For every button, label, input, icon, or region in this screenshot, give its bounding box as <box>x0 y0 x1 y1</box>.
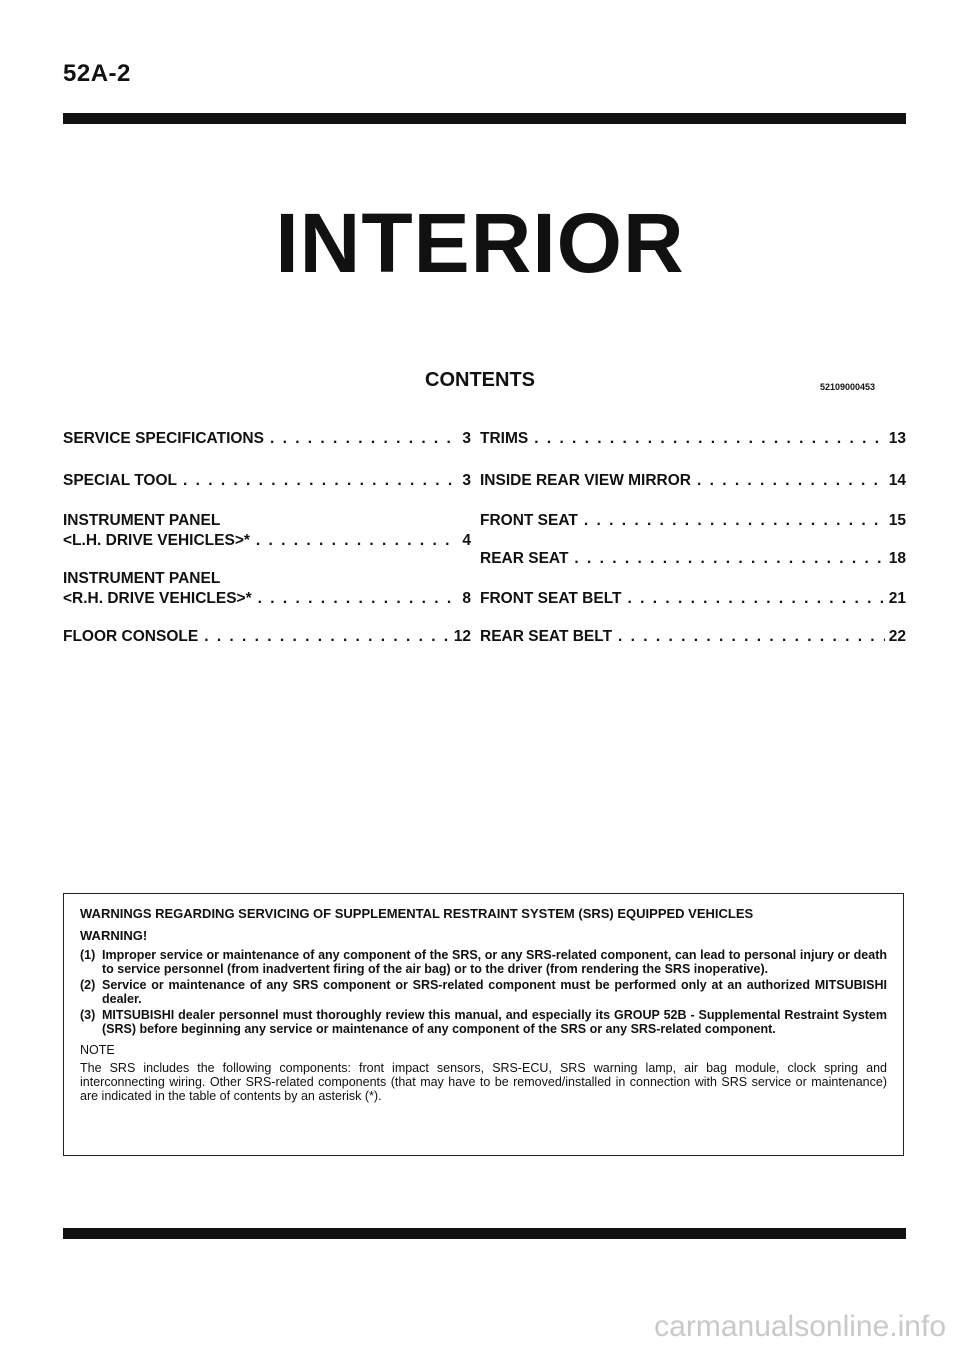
toc-page-number: 12 <box>453 628 471 645</box>
bottom-divider <box>63 1228 906 1239</box>
toc-leader-dots <box>584 511 885 531</box>
toc-label: TRIMS <box>480 430 529 447</box>
toc-item-front-seat[interactable] <box>480 511 906 531</box>
toc-item-special-tool[interactable] <box>63 471 471 491</box>
toc-leader-dots <box>258 589 459 609</box>
contents-heading: CONTENTS <box>425 369 535 391</box>
toc-label: FRONT SEAT <box>480 512 578 529</box>
toc-leader-dots <box>270 429 458 449</box>
toc-page-number: 3 <box>462 472 471 489</box>
warning-item <box>80 978 887 1006</box>
toc-page-number: 3 <box>462 430 471 447</box>
warning-item <box>80 948 887 976</box>
toc-item-instrument-panel-rhd[interactable] <box>63 569 471 609</box>
toc-page-number: 15 <box>888 512 906 529</box>
toc-item-instrument-panel-lhd[interactable] <box>63 511 471 551</box>
toc-label: INSTRUMENT PANEL <box>63 512 221 529</box>
top-divider <box>63 113 906 124</box>
toc-label-sub: <L.H. DRIVE VEHICLES>* <box>63 532 250 549</box>
toc-label: INSTRUMENT PANEL <box>63 570 221 587</box>
toc-item-front-seat-belt[interactable] <box>480 589 906 609</box>
toc-leader-dots <box>534 429 885 449</box>
toc-page-number: 21 <box>888 590 906 607</box>
toc-leader-dots <box>574 549 884 569</box>
warning-item <box>80 1008 887 1036</box>
toc-leader-dots <box>204 627 450 647</box>
toc-label: REAR SEAT <box>480 550 569 567</box>
toc-item-floor-console[interactable] <box>63 627 471 647</box>
document-code: 52109000453 <box>820 382 876 392</box>
toc-label: INSIDE REAR VIEW MIRROR <box>480 472 691 489</box>
toc-label: FRONT SEAT BELT <box>480 590 622 607</box>
toc-item-inside-rear-view-mirror[interactable] <box>480 471 906 491</box>
toc-label: SERVICE SPECIFICATIONS <box>63 430 264 447</box>
toc-item-rear-seat-belt[interactable] <box>480 627 906 647</box>
toc-page-number: 13 <box>888 430 906 447</box>
toc-item-trims[interactable] <box>480 429 906 449</box>
toc-leader-dots <box>183 471 458 491</box>
toc-item-rear-seat[interactable] <box>480 549 906 569</box>
toc-label: REAR SEAT BELT <box>480 628 613 645</box>
warning-item-text: MITSUBISHI dealer personnel must thoroughly review this manual, and especially its GROUP 52B - Supplemental Restraint System (SRS) before beginning any service or maintenance of any component of the SRS or any SRS-related component. <box>102 1008 887 1036</box>
toc-leader-dots <box>628 589 885 609</box>
srs-warning-box <box>63 893 904 1156</box>
warning-label: WARNING! <box>80 928 148 943</box>
watermark-text: carmanualsonline.info <box>654 1310 946 1343</box>
page-title: INTERIOR <box>275 196 685 290</box>
toc-leader-dots <box>697 471 885 491</box>
warning-item-text: Improper service or maintenance of any component of the SRS, or any SRS-related component, can lead to personal injury or death to service personnel (from inadvertent firing of the air bag) or to the driver (from rendering the SRS inoperative). <box>102 948 887 976</box>
note-label: NOTE <box>80 1043 115 1057</box>
toc-label-sub: <R.H. DRIVE VEHICLES>* <box>63 590 252 607</box>
toc-label: SPECIAL TOOL <box>63 472 177 489</box>
toc-page-number: 8 <box>462 590 471 607</box>
warning-item-number: (2) <box>80 978 96 992</box>
toc-leader-dots <box>618 627 885 647</box>
toc-item-service-specifications[interactable] <box>63 429 471 449</box>
toc-page-number: 22 <box>888 628 906 645</box>
toc-page-number: 18 <box>888 550 906 567</box>
toc-page-number: 4 <box>462 532 471 549</box>
warning-item-text: Service or maintenance of any SRS component or SRS-related component must be performed only at an authorized MITSUBISHI dealer. <box>102 978 887 1006</box>
note-text: The SRS includes the following components: front impact sensors, SRS-ECU, SRS warning lamp, air bag module, clock spring and interconnecting wiring. Other SRS-related components (that may have to be removed/installed in connection with SRS service or maintenance) are indicated in the table of contents by an asterisk (*). <box>80 1061 887 1103</box>
toc-page-number: 14 <box>888 472 906 489</box>
page-number: 52A-2 <box>63 60 131 87</box>
warning-heading: WARNINGS REGARDING SERVICING OF SUPPLEMENTAL RESTRAINT SYSTEM (SRS) EQUIPPED VEHICLES <box>80 906 754 921</box>
toc-label: FLOOR CONSOLE <box>63 628 199 645</box>
toc-leader-dots <box>256 531 458 551</box>
warning-item-number: (1) <box>80 948 96 962</box>
warning-item-number: (3) <box>80 1008 96 1022</box>
